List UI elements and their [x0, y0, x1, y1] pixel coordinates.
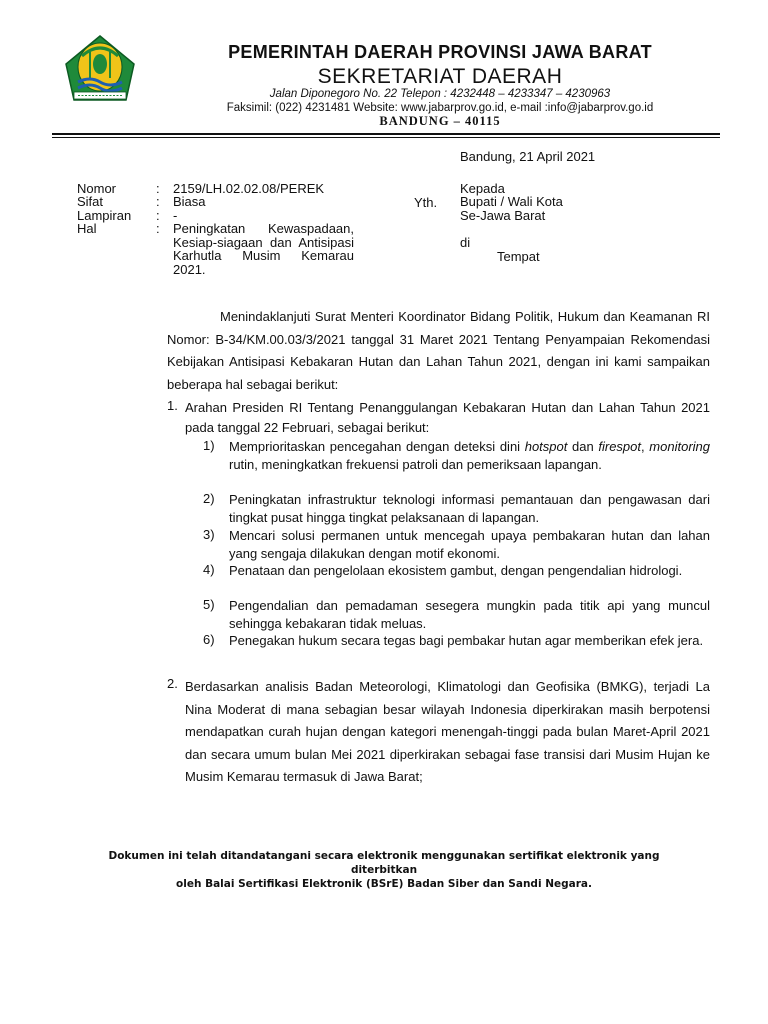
letterhead-subtitle: SEKRETARIAT DAERAH — [317, 65, 563, 88]
sifat-label: Sifat — [77, 194, 104, 209]
point-2-text: Berdasarkan analisis Badan Meteorologi, Klimatologi dan Geofisika (BMKG), terjadi La Nina Moderat di mana sebagian besar wilayah Indonesia diperkirakan masih berpotensi mendapatkan curah hujan dengan kategori menengah-tinggi pada bulan Maret-April 2021 dan secara umum bulan Mei 2021 diperkirakan sebagai fase transisi dari Musim Hujan ke Musim Kemarau termasuk di Jawa Barat; — [185, 679, 710, 784]
e-signature-line-2: oleh Balai Sertifikasi Elektronik (BSrE) Badan Siber dan Sandi Negara. — [176, 878, 592, 890]
recipient-line2: Se-Jawa Barat — [460, 208, 546, 223]
sub-2-text: Peningkatan infrastruktur teknologi informasi pemantauan dan pengawasan dari tingkat pusat hingga tingkat pelaksanaan di lapangan. — [229, 492, 710, 525]
sub-1-number: 1) — [203, 438, 215, 453]
sub-4-number: 4) — [203, 562, 215, 577]
intro-paragraph: Menindaklanjuti Surat Menteri Koordinator Bidang Politik, Hukum dan Keamanan RI Nomor: B-34/KM.00.03/3/2021 tanggal 31 Maret 2021 Tentang Penyampaian Rekomendasi Kebijakan Antisipasi Kebakaran Hutan dan Lahan Tahun 2021, dengan ini kami sampaikan beberapa hal sebagai berikut: — [167, 309, 710, 392]
sub-1-text: Memprioritaskan pencegahan dengan deteksi dini hotspot dan firespot, monitoring rutin, meningkatkan frekuensi patroli dan pemeriksaan lapangan. — [229, 439, 710, 472]
letterhead-title: PEMERINTAH DAERAH PROVINSI JAWA BARAT — [228, 42, 652, 62]
letterhead-contact: Faksimil: (022) 4231481 Website: www.jabarprov.go.id, e-mail :info@jabarprov.go.id — [226, 102, 654, 114]
sifat-value: Biasa — [173, 194, 206, 209]
point-2-number: 2. — [167, 676, 178, 691]
sub-2-number: 2) — [203, 491, 215, 506]
letterhead-rule-thin — [52, 137, 720, 138]
recipient-tempat: Tempat — [497, 249, 540, 264]
recipient-di: di — [460, 235, 471, 250]
nomor-label: Nomor — [77, 181, 117, 196]
lampiran-value: - — [173, 208, 178, 223]
sub-3-text: Mencari solusi permanen untuk mencegah upaya pembakaran hutan dan lahan yang sengaja dilakukan dengan motif ekonomi. — [229, 528, 710, 561]
sub-6-number: 6) — [203, 632, 215, 647]
hal-value: Peningkatan Kewaspadaan, Kesiap-siagaan dan Antisipasi Karhutla Musim Kemarau 2021. — [173, 221, 354, 277]
hal-colon: : — [156, 221, 160, 236]
sub-3-number: 3) — [203, 527, 215, 542]
letter-date: Bandung, 21 April 2021 — [460, 149, 596, 164]
recipient-kepada: Kepada — [460, 181, 505, 196]
hal-label: Hal — [77, 221, 97, 236]
lampiran-colon: : — [156, 208, 160, 223]
point-1-number: 1. — [167, 398, 178, 413]
sub-6-text: Penegakan hukum secara tegas bagi pembakar hutan agar memberikan efek jera. — [229, 633, 704, 648]
sub-4-text: Penataan dan pengelolaan ekosistem gambut, dengan pengendalian hidrologi. — [229, 563, 683, 578]
sifat-colon: : — [156, 194, 160, 209]
recipient-yth: Yth. — [414, 195, 438, 210]
e-signature-line-1: Dokumen ini telah ditandatangani secara elektronik menggunakan sertifikat elektronik yang diterbitkan — [108, 850, 660, 876]
letterhead-city: BANDUNG – 40115 — [379, 114, 501, 128]
e-signature-notice — [84, 849, 684, 891]
point-1-text: Arahan Presiden RI Tentang Penanggulangan Kebakaran Hutan dan Lahan Tahun 2021 pada tanggal 22 Februari, sebagai berikut: — [185, 400, 710, 435]
recipient-line1: Bupati / Wali Kota — [460, 194, 563, 209]
lampiran-label: Lampiran — [77, 208, 132, 223]
sub-5-number: 5) — [203, 597, 215, 612]
letterhead-rule-thick — [52, 133, 720, 135]
letterhead-address: Jalan Diponegoro No. 22 Telepon : 4232448 – 4233347 – 4230963 — [269, 88, 611, 100]
nomor-colon: : — [156, 181, 160, 196]
sub-5-text: Pengendalian dan pemadaman sesegera mungkin pada titik api yang muncul sehingga kebakaran tidak meluas. — [229, 598, 710, 631]
nomor-value: 2159/LH.02.02.08/PEREK — [173, 181, 325, 196]
west-java-emblem-icon — [60, 34, 140, 106]
